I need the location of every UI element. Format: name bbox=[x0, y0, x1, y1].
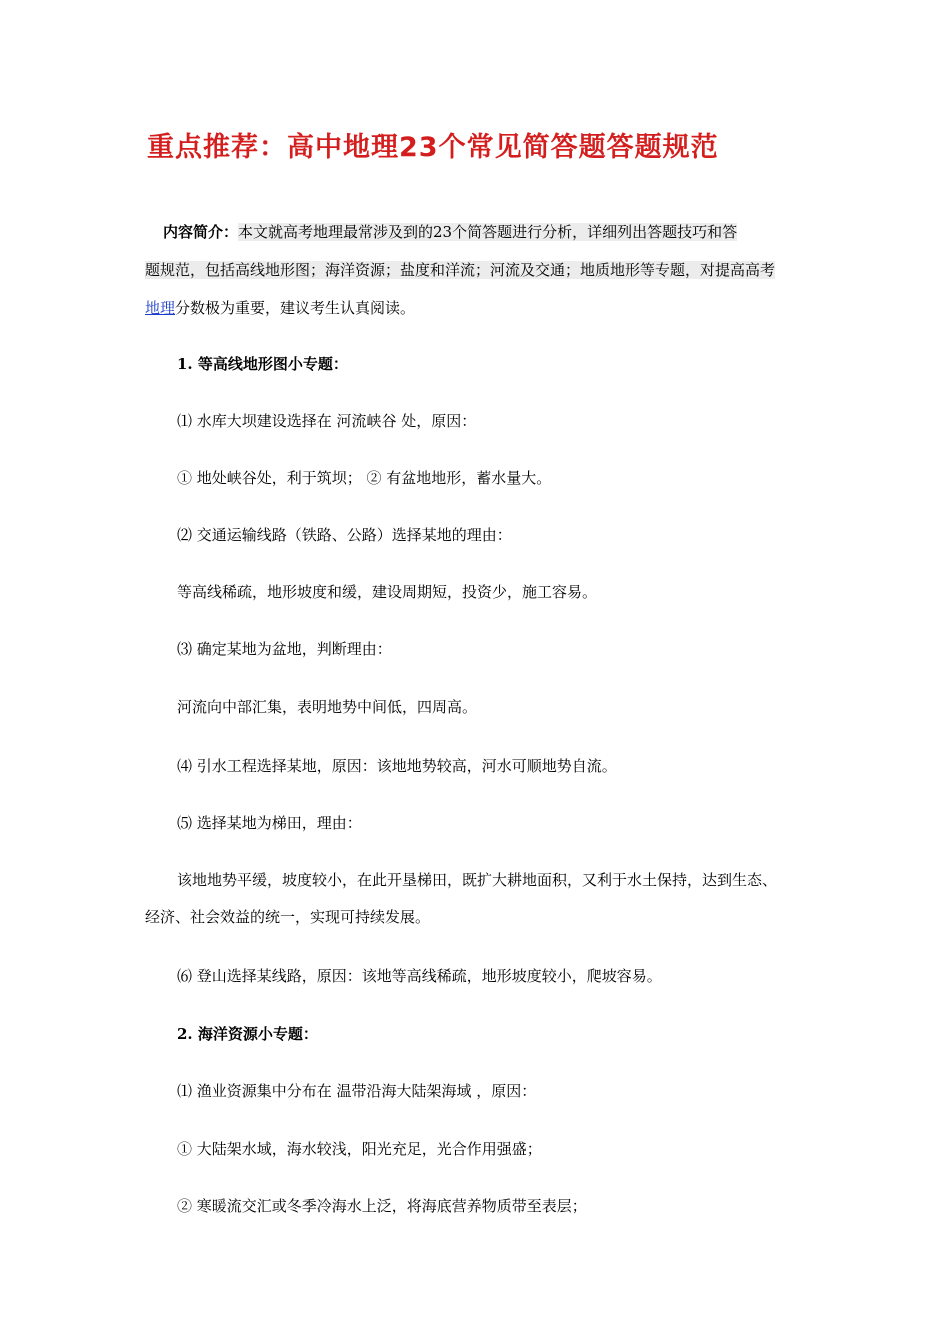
section-1-question-1: ⑴ 水库大坝建设选择在 河流峡谷 处，原因： bbox=[177, 412, 477, 430]
section-1-question-6: ⑹ 登山选择某线路，原因：该地等高线稀疏，地形坡度较小，爬坡容易。 bbox=[177, 967, 662, 985]
geography-link[interactable]: 地理 bbox=[145, 299, 176, 317]
section-1-question-4: ⑷ 引水工程选择某地，原因：该地地势较高，河水可顺地势自流。 bbox=[177, 757, 617, 775]
section-1-answer-1: ① 地处峡谷处，利于筑坝； ② 有盆地地形，蓄水量大。 bbox=[177, 469, 552, 487]
section-2-question-1: ⑴ 渔业资源集中分布在 温带沿海大陆架海域 ，原因： bbox=[177, 1082, 537, 1100]
section-2-answer-1: ① 大陆架水域，海水较浅，阳光充足，光合作用强盛； bbox=[177, 1140, 542, 1158]
section-1-question-2: ⑵ 交通运输线路（铁路、公路）选择某地的理由： bbox=[177, 526, 512, 544]
section-1-answer-5-line-2: 经济、社会效益的统一，实现可持续发展。 bbox=[145, 908, 431, 926]
intro-text-line-2: 题规范，包括高线地形图；海洋资源；盐度和洋流；河流及交通；地质地形等专题，对提高高考 bbox=[145, 261, 776, 279]
section-2-heading: 2. 海洋资源小专题： bbox=[177, 1025, 318, 1043]
intro-paragraph bbox=[145, 213, 815, 327]
section-1-answer-5-line-1: 该地地势平缓，坡度较小，在此开垦梯田，既扩大耕地面积，又利于水土保持，达到生态、 bbox=[177, 871, 778, 889]
section-1-question-3: ⑶ 确定某地为盆地，判断理由： bbox=[177, 640, 392, 658]
section-1-answer-3: 河流向中部汇集，表明地势中间低，四周高。 bbox=[177, 698, 478, 716]
section-1-question-5: ⑸ 选择某地为梯田，理由： bbox=[177, 814, 362, 832]
intro-label: 内容简介： bbox=[163, 223, 239, 241]
document-title: 重点推荐：高中地理23个常见简答题答题规范 bbox=[147, 132, 719, 163]
intro-text-line-3: 分数极为重要，建议考生认真阅读。 bbox=[175, 299, 416, 317]
intro-text-line-1: 本文就高考地理最常涉及到的23个简答题进行分析，详细列出答题技巧和答 bbox=[238, 223, 738, 241]
section-1-answer-2: 等高线稀疏，地形坡度和缓，建设周期短，投资少，施工容易。 bbox=[177, 583, 598, 601]
section-2-answer-2: ② 寒暖流交汇或冬季冷海水上泛，将海底营养物质带至表层； bbox=[177, 1197, 587, 1215]
section-1-heading: 1. 等高线地形图小专题： bbox=[177, 355, 348, 373]
